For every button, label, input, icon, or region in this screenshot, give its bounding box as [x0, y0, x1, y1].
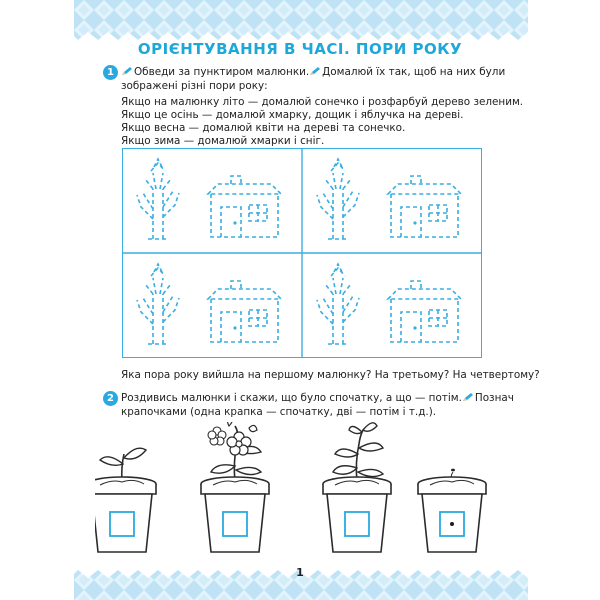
page-title: ОРІЄНТУВАННЯ В ЧАСІ. ПОРИ РОКУ [137, 40, 463, 58]
task-1-line-1 [121, 66, 505, 79]
drawing-cell-4[interactable] [303, 254, 483, 359]
pencil-icon [309, 66, 322, 76]
task-1-line-4: Якщо це осінь — домалюй хмарку, дощик і яблучка на дереві. [121, 109, 464, 121]
question-text: Яка пора року вийшла на першому малюнку? На третьому? На четвертому? [121, 369, 540, 381]
task-2-line-2: крапочками (одна крапка — спочатку, дві — потім і т.д.). [121, 406, 437, 418]
task-2-instruction-a: Роздивись малюнки і скажи, що було спочатку, а що — потім. [121, 392, 462, 404]
top-decorative-border [74, 0, 528, 40]
task-1-instruction-b: Домалюй їх так, щоб на них були [322, 66, 506, 78]
drawing-cell-2[interactable] [303, 149, 483, 254]
plant-pots-illustration [95, 422, 505, 562]
task-2-instruction-b: Познач [474, 392, 514, 404]
pencil-icon [462, 392, 475, 402]
pot-2 [201, 422, 269, 552]
drawing-grid [122, 148, 482, 358]
task-1-instruction-a: Обведи за пунктиром малюнки. [134, 66, 310, 78]
task-1-number-badge: 1 [103, 65, 118, 80]
drawing-cell-1[interactable] [123, 149, 303, 254]
pot-3 [323, 423, 391, 552]
task-1-line-3: Якщо на малюнку літо — домалюй сонечко і розфарбуй дерево зеленим. [121, 96, 524, 108]
drawing-cell-3[interactable] [123, 254, 303, 359]
pencil-icon [121, 66, 134, 76]
task-2-line-1 [121, 392, 514, 405]
task-1-line-6: Якщо зима — домалюй хмарки і сніг. [121, 135, 325, 147]
pot-1 [95, 448, 156, 552]
tree-house-outline-icon [303, 149, 483, 254]
tree-house-outline-icon [123, 149, 303, 254]
tree-house-outline-icon [123, 254, 303, 359]
task-2-number-badge: 2 [103, 391, 118, 406]
task-1-line-2: зображені різні пори року: [121, 80, 268, 92]
tree-house-outline-icon [303, 254, 483, 359]
pot-4 [418, 469, 486, 552]
page-number: 1 [296, 566, 304, 579]
task-1-line-5: Якщо весна — домалюй квіти на дереві та сонечко. [121, 122, 406, 134]
